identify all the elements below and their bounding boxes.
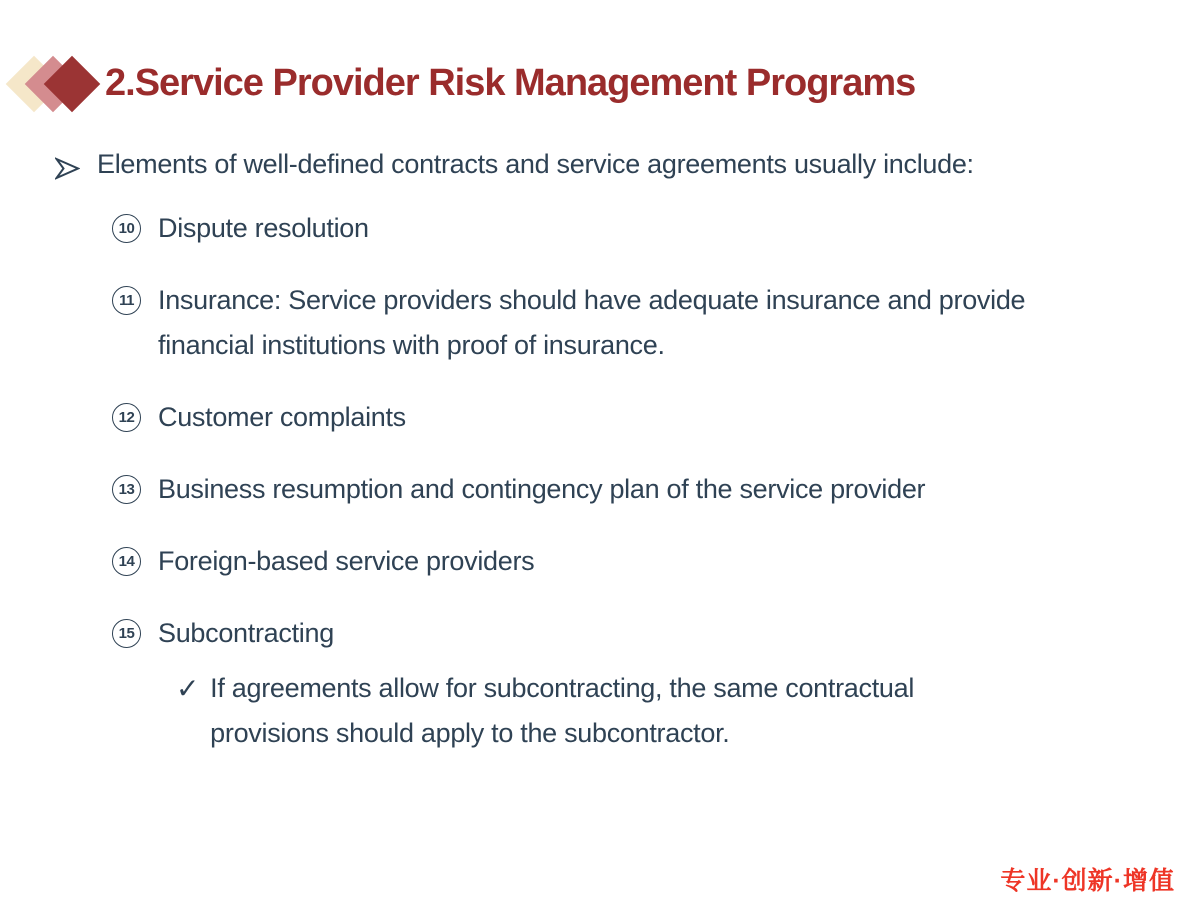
circled-number: 12 [112, 403, 141, 432]
item-text: Business resumption and contingency plan of the service provider [158, 474, 926, 504]
footer-tagline: 专业·创新·增值 [1000, 867, 1175, 895]
item-text: Insurance: Service providers should have adequate insurance and provide financial institutions with proof of insurance. [158, 285, 1026, 360]
list-item [112, 611, 1160, 756]
item-text: Foreign-based service providers [158, 546, 535, 576]
circled-number: 10 [112, 214, 141, 243]
list-item [112, 278, 1160, 378]
list-item [112, 467, 1160, 522]
circled-number: 13 [112, 475, 141, 504]
list-item [112, 395, 1160, 450]
list-item [112, 539, 1160, 594]
checkmark-icon: ✓ [176, 673, 200, 704]
item-text: Subcontracting [158, 618, 334, 648]
circled-number: 15 [112, 619, 141, 648]
sub-bullet-row [176, 666, 1036, 756]
logo-diamonds-icon [10, 50, 106, 118]
item-text: Dispute resolution [158, 213, 369, 243]
arrowhead-bullet-icon [55, 153, 80, 189]
slide-body [55, 146, 1160, 756]
sub-bullet-text: If agreements allow for subcontracting, the same contractual provisions should apply to the subcontractor. [210, 673, 915, 748]
circled-number: 14 [112, 547, 141, 576]
numbered-list [55, 206, 1160, 756]
item-text: Customer complaints [158, 402, 406, 432]
circled-number: 11 [112, 286, 141, 315]
list-item [112, 206, 1160, 261]
lead-bullet-text: Elements of well-defined contracts and service agreements usually include: [97, 149, 974, 179]
slide-title: 2.Service Provider Risk Management Programs [105, 62, 916, 104]
lead-bullet-row [55, 146, 1160, 189]
